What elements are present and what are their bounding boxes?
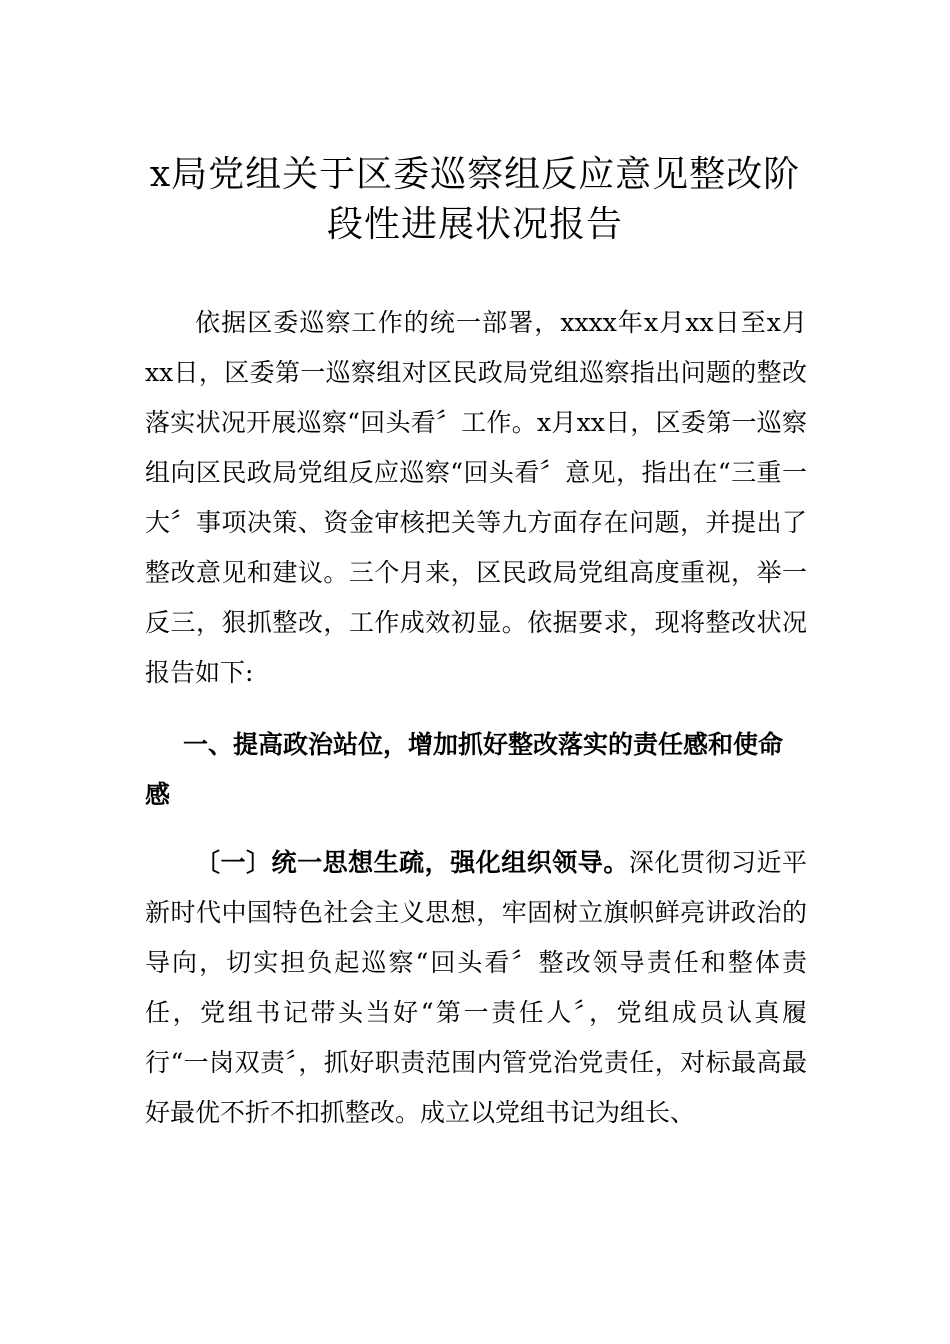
document-title: x局党组关于区委巡察组反应意见整改阶段性进展状况报告 — [149, 154, 801, 245]
section-1-heading: 一、提高政治站位，增加抓好整改落实的责任感和使命感 — [145, 730, 784, 809]
subsection-1-paragraph — [145, 838, 807, 1138]
subsection-1-lead: 〔一〕统一思想生疏，强化组织领导。 — [195, 848, 629, 877]
intro-paragraph: 依据区委巡察工作的统一部署，xxxx年x月xx日至x月xx日，区委第一巡察组对区民政局党组巡察指出问题的整改落实状况开展巡察“回头看〞工作。x月xx日，区委第一巡察组向区民政局党组反应巡察“回头看〞意见，指出在“三重一大〞事项决策、资金审核把关等九方面存在问题，并提出了整改意见和建议。三个月来，区民政局党组高度重视，举一反三，狠抓整改，工作成效初显。依据要求，现将整改状况报告如下: — [145, 308, 807, 687]
subsection-1-body: 深化贯彻习近平新时代中国特色社会主义思想，牢固树立旗帜鲜亮讲政治的导向，切实担负起巡察“回头看〞整改领导责任和整体责任，党组书记带头当好“第一责任人〞，党组成员认真履行“一岗双责〞，抓好职责范围内管党治党责任，对标最高最好最优不折不扣抓整改。成立以党组书记为组长、 — [145, 848, 807, 1127]
